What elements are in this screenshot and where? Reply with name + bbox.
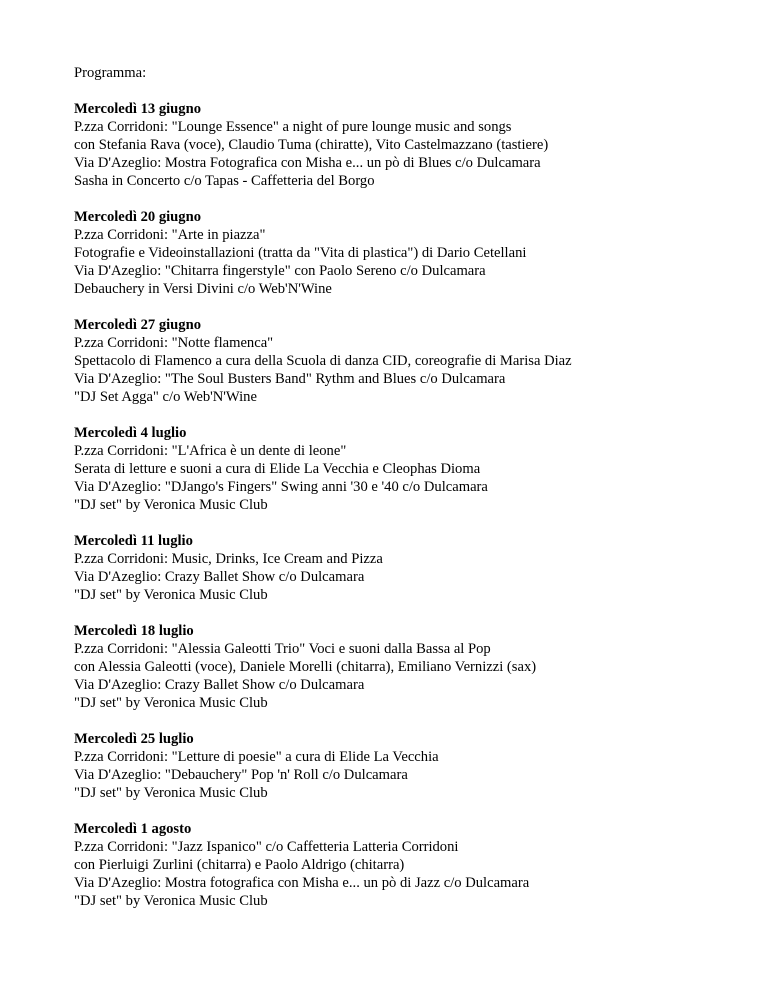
event-block (74, 730, 754, 802)
event-line: Via D'Azeglio: Crazy Ballet Show c/o Dulcamara (74, 677, 365, 693)
document-page (74, 64, 754, 928)
event-date: Mercoledì 25 luglio (74, 731, 194, 747)
event-date: Mercoledì 18 luglio (74, 623, 194, 639)
event-line: Serata di letture e suoni a cura di Elide La Vecchia e Cleophas Dioma (74, 461, 481, 477)
event-block (74, 316, 754, 406)
event-line: Sasha in Concerto c/o Tapas - Caffetteria del Borgo (74, 173, 375, 189)
event-line: P.zza Corridoni: "Alessia Galeotti Trio" Voci e suoni dalla Bassa al Pop (74, 641, 491, 657)
event-date: Mercoledì 1 agosto (74, 821, 192, 837)
event-block (74, 208, 754, 298)
program-heading: Programma: (74, 65, 147, 81)
event-line: Debauchery in Versi Divini c/o Web'N'Wine (74, 281, 332, 297)
event-line: Via D'Azeglio: Mostra Fotografica con Misha e... un pò di Blues c/o Dulcamara (74, 155, 541, 171)
event-line: Via D'Azeglio: "The Soul Busters Band" Rythm and Blues c/o Dulcamara (74, 371, 506, 387)
event-block (74, 532, 754, 604)
event-line: con Pierluigi Zurlini (chitarra) e Paolo Aldrigo (chitarra) (74, 857, 405, 873)
event-line: P.zza Corridoni: "Arte in piazza" (74, 227, 266, 243)
event-date: Mercoledì 13 giugno (74, 101, 202, 117)
event-line: con Stefania Rava (voce), Claudio Tuma (chiratte), Vito Castelmazzano (tastiere) (74, 137, 549, 153)
event-line: Via D'Azeglio: "Chitarra fingerstyle" con Paolo Sereno c/o Dulcamara (74, 263, 486, 279)
event-line: "DJ Set Agga" c/o Web'N'Wine (74, 389, 257, 405)
event-line: Via D'Azeglio: Crazy Ballet Show c/o Dulcamara (74, 569, 365, 585)
event-block (74, 820, 754, 910)
event-line: Via D'Azeglio: "Debauchery" Pop 'n' Roll c/o Dulcamara (74, 767, 408, 783)
event-date: Mercoledì 20 giugno (74, 209, 202, 225)
event-line: "DJ set" by Veronica Music Club (74, 587, 268, 603)
event-line: P.zza Corridoni: "Lounge Essence" a night of pure lounge music and songs (74, 119, 512, 135)
event-line: "DJ set" by Veronica Music Club (74, 893, 268, 909)
event-line: Via D'Azeglio: "DJango's Fingers" Swing anni '30 e '40 c/o Dulcamara (74, 479, 488, 495)
event-date: Mercoledì 27 giugno (74, 317, 202, 333)
event-line: P.zza Corridoni: "L'Africa è un dente di leone" (74, 443, 347, 459)
event-line: P.zza Corridoni: "Notte flamenca" (74, 335, 274, 351)
event-date: Mercoledì 11 luglio (74, 533, 193, 549)
event-block (74, 622, 754, 712)
event-block (74, 424, 754, 514)
event-line: "DJ set" by Veronica Music Club (74, 785, 268, 801)
event-line: P.zza Corridoni: "Jazz Ispanico" c/o Caffetteria Latteria Corridoni (74, 839, 459, 855)
event-date: Mercoledì 4 luglio (74, 425, 187, 441)
event-block (74, 100, 754, 190)
event-line: P.zza Corridoni: "Letture di poesie" a cura di Elide La Vecchia (74, 749, 439, 765)
event-line: Via D'Azeglio: Mostra fotografica con Misha e... un pò di Jazz c/o Dulcamara (74, 875, 530, 891)
event-line: "DJ set" by Veronica Music Club (74, 497, 268, 513)
event-line: Fotografie e Videoinstallazioni (tratta da "Vita di plastica") di Dario Cetellani (74, 245, 527, 261)
event-line: con Alessia Galeotti (voce), Daniele Morelli (chitarra), Emiliano Vernizzi (sax) (74, 659, 537, 675)
event-line: P.zza Corridoni: Music, Drinks, Ice Cream and Pizza (74, 551, 383, 567)
event-line: "DJ set" by Veronica Music Club (74, 695, 268, 711)
event-line: Spettacolo di Flamenco a cura della Scuola di danza CID, coreografie di Marisa Diaz (74, 353, 572, 369)
